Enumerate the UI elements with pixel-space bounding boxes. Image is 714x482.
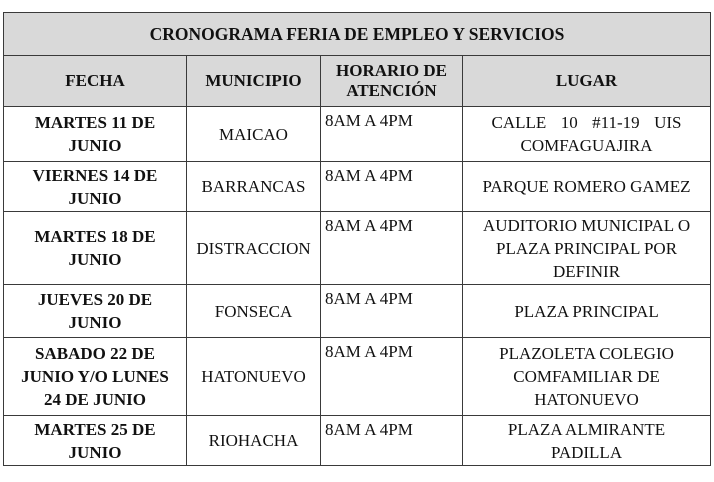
lugar-cell [463,107,711,162]
header-horario-line1: HORARIO DE [336,61,447,80]
lugar-line: PLAZOLETA COLEGIO [499,344,674,363]
fecha-line: 24 DE JUNIO [43,390,146,409]
schedule-table [3,12,711,466]
fecha-cell [4,285,187,338]
table-row [4,416,711,466]
lugar-line: CALLE 10 #11-19 UIS [491,113,682,132]
fecha-line: JUNIO Y/O LUNES [21,367,169,386]
table-row [4,212,711,285]
lugar-cell [463,338,711,416]
fecha-line: JUEVES 20 DE [37,290,153,309]
table-row [4,338,711,416]
lugar-line: PLAZA PRINCIPAL POR [495,238,678,258]
title-row [4,13,711,56]
header-fecha: FECHA [4,56,187,107]
header-row [4,56,711,107]
municipio-cell: RIOHACHA [187,416,321,466]
fecha-line: JUNIO [68,250,122,269]
fecha-cell [4,212,187,285]
municipio-cell: FONSECA [187,285,321,338]
lugar-cell [463,162,711,212]
lugar-line: COMFAGUAJIRA [520,136,653,155]
fecha-line: JUNIO [68,442,122,462]
horario-cell: 8AM A 4PM [321,416,463,466]
horario-cell: 8AM A 4PM [321,338,463,416]
table-row [4,162,711,212]
lugar-line: DEFINIR [552,261,621,281]
horario-cell: 8AM A 4PM [321,107,463,162]
municipio-cell: DISTRACCION [187,212,321,285]
table-title: CRONOGRAMA FERIA DE EMPLEO Y SERVICIOS [4,13,711,56]
lugar-line: PADILLA [550,442,623,462]
municipio-cell: MAICAO [187,107,321,162]
header-municipio: MUNICIPIO [187,56,321,107]
fecha-line: VIERNES 14 DE [32,165,158,185]
horario-cell: 8AM A 4PM [321,285,463,338]
horario-cell: 8AM A 4PM [321,212,463,285]
lugar-line: PLAZA ALMIRANTE [507,419,666,439]
fecha-line: JUNIO [68,188,122,208]
lugar-cell [463,416,711,466]
lugar-line: AUDITORIO MUNICIPAL O [482,215,691,235]
header-lugar: LUGAR [463,56,711,107]
lugar-cell [463,285,711,338]
lugar-line: COMFAMILIAR DE [513,367,660,386]
fecha-line: JUNIO [68,136,122,155]
municipio-cell: BARRANCAS [187,162,321,212]
lugar-line: PLAZA PRINCIPAL [514,301,659,321]
fecha-line: SABADO 22 DE [35,344,155,363]
fecha-cell [4,338,187,416]
municipio-cell: HATONUEVO [187,338,321,416]
lugar-line: PARQUE ROMERO GAMEZ [482,177,691,196]
table-row [4,107,711,162]
header-horario [321,56,463,107]
fecha-line: JUNIO [68,313,122,332]
lugar-cell [463,212,711,285]
fecha-line: MARTES 11 DE [34,113,156,132]
table-row [4,285,711,338]
fecha-cell [4,416,187,466]
header-horario-line2: ATENCIÓN [346,81,437,100]
lugar-line: HATONUEVO [534,390,639,409]
horario-cell: 8AM A 4PM [321,162,463,212]
fecha-line: MARTES 18 DE [34,227,156,246]
fecha-cell [4,107,187,162]
fecha-cell [4,162,187,212]
fecha-line: MARTES 25 DE [34,419,156,439]
